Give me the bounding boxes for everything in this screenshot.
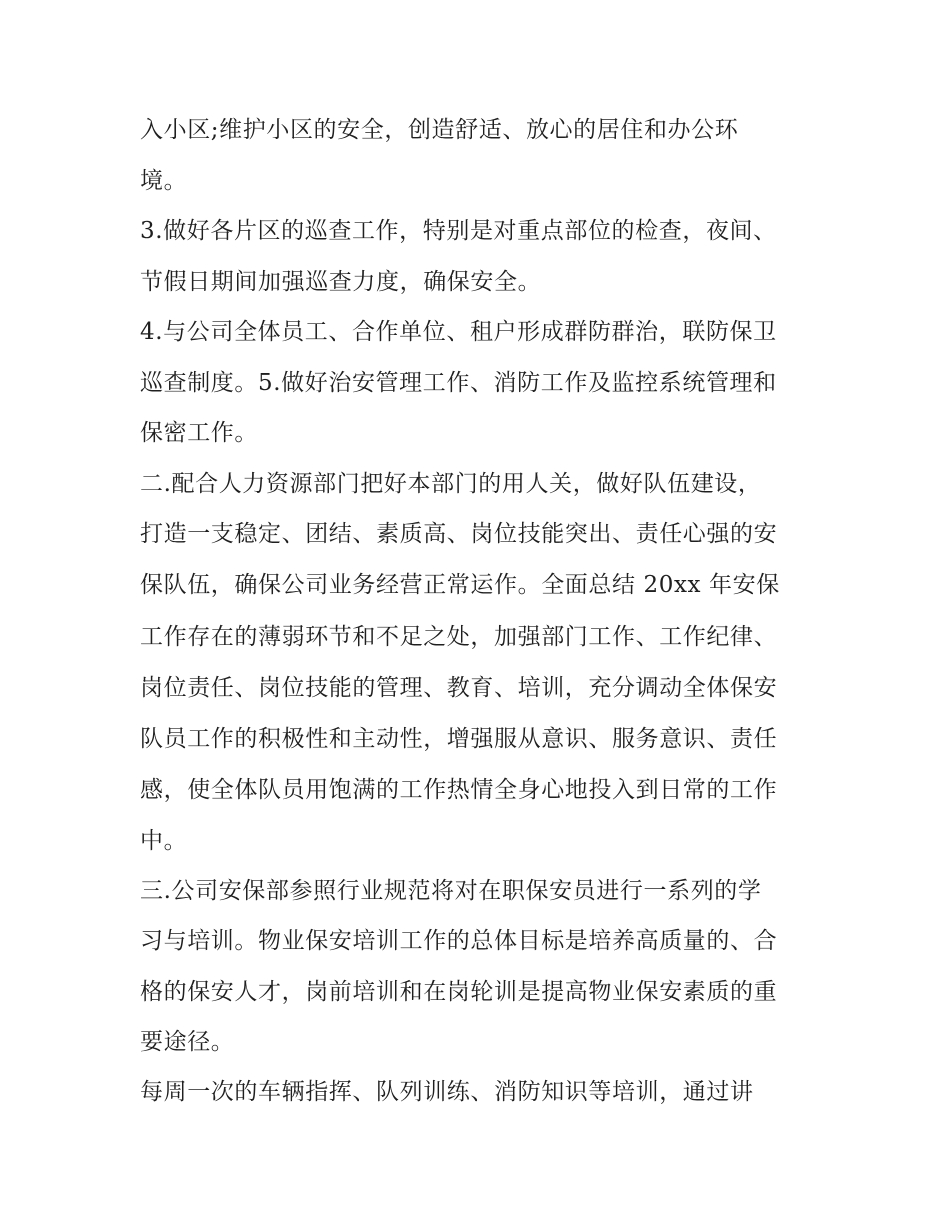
text-line: 习与培训。物业保安培训工作的总体目标是培养高质量的、合 (140, 928, 778, 954)
text-line: 要途径。 (140, 1029, 235, 1055)
text-line: 保密工作。 (140, 420, 258, 446)
text-line: 格的保安人才，岗前培训和在岗轮训是提高物业保安素质的重 (140, 979, 778, 1005)
text-line: 工作存在的薄弱环节和不足之处，加强部门工作、工作纪律、 (140, 624, 778, 650)
text-line: 3.做好各片区的巡查工作，特别是对重点部位的检查，夜间、 (140, 218, 777, 244)
text-line: 境。 (140, 168, 188, 194)
text-line: 感，使全体队员用饱满的工作热情全身心地投入到日常的工作 (140, 777, 778, 803)
text-line: 三.公司安保部参照行业规范将对在职保安员进行一系列的学 (140, 878, 762, 904)
text-line: 保队伍，确保公司业务经营正常运作。全面总结 20xx 年安保 (140, 572, 780, 598)
text-line: 中。 (140, 828, 188, 854)
text-line: 每周一次的车辆指挥、队列训练、消防知识等培训，通过讲 (140, 1079, 754, 1105)
text-line: 入小区;维护小区的安全，创造舒适、放心的居住和办公环 (140, 117, 739, 143)
text-line: 队员工作的积极性和主动性，增强服从意识、服务意识、责任 (140, 726, 778, 752)
text-line: 节假日期间加强巡查力度，确保安全。 (140, 269, 542, 295)
text-line: 岗位责任、岗位技能的管理、教育、培训，充分调动全体保安 (140, 675, 778, 701)
text-line: 二.配合人力资源部门把好本部门的用人关，做好队伍建设， (140, 471, 762, 497)
text-line: 巡查制度。5.做好治安管理工作、消防工作及监控系统管理和 (140, 370, 777, 396)
text-line: 打造一支稳定、团结、素质高、岗位技能突出、责任心强的安 (140, 521, 778, 547)
text-line: 4.与公司全体员工、合作单位、租户形成群防群治，联防保卫 (140, 319, 777, 345)
